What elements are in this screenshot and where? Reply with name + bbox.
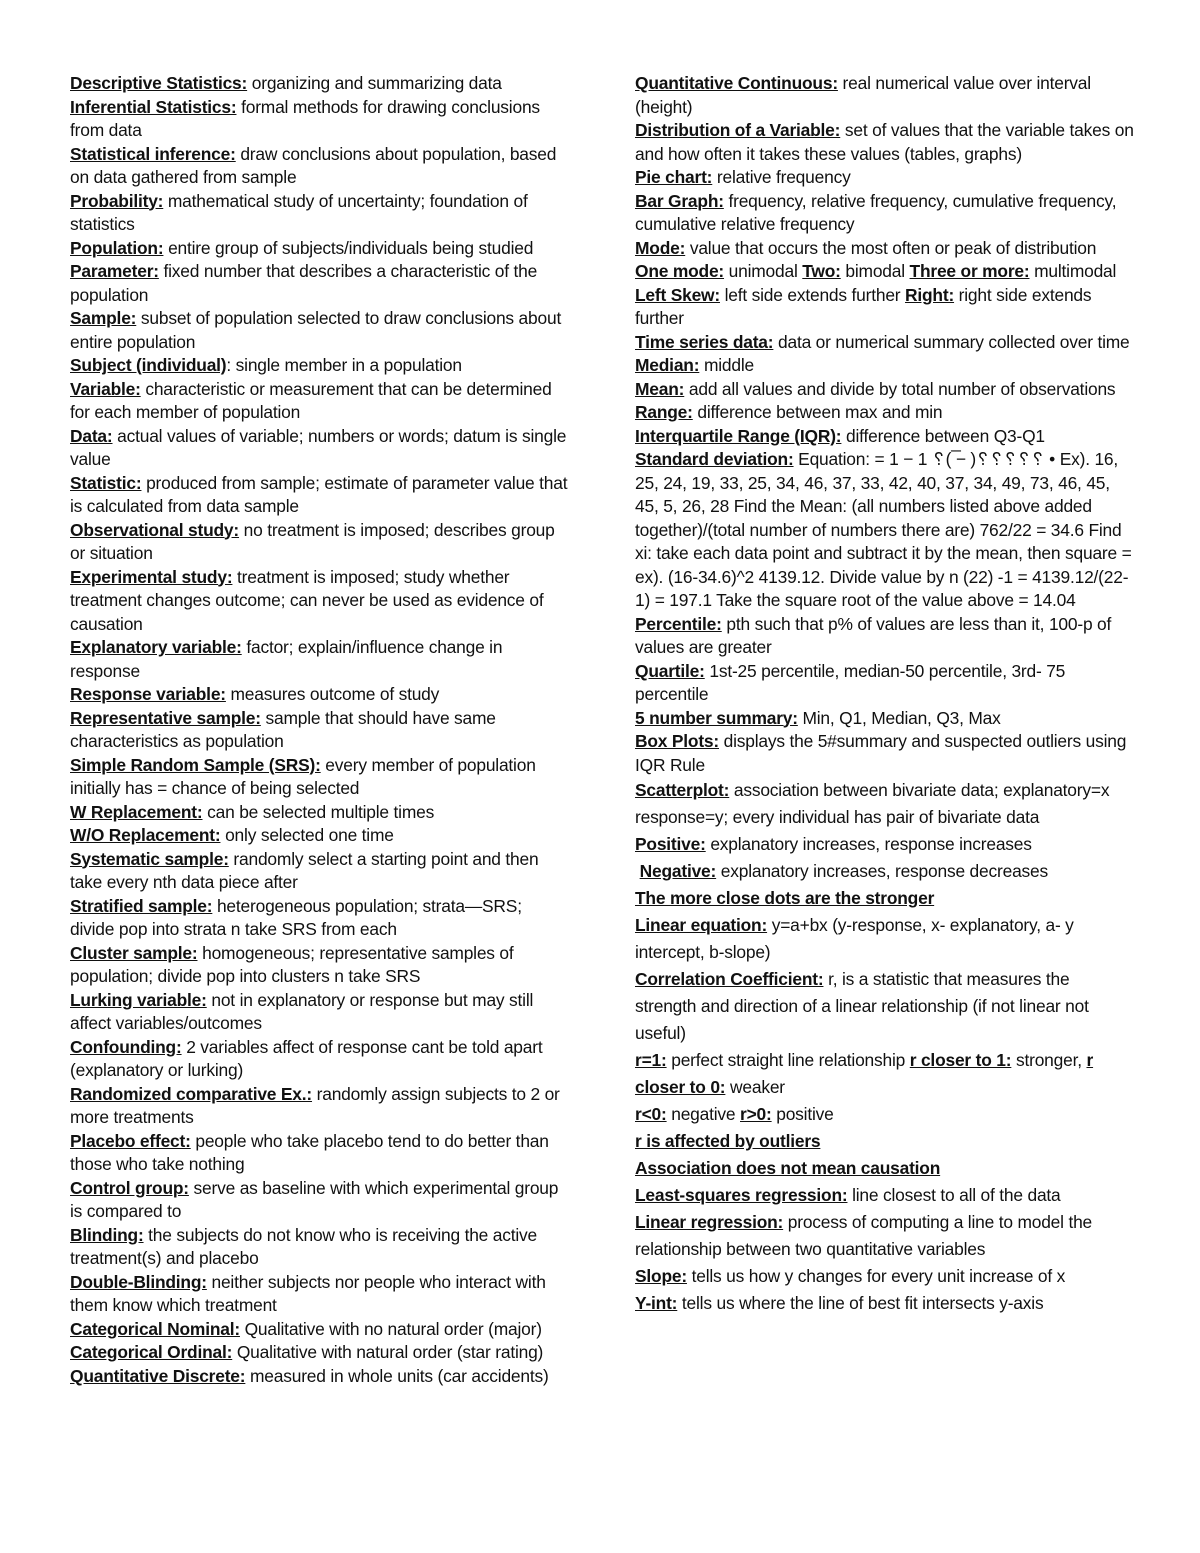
note-entry [70, 895, 570, 942]
definition: randomly select a starting point and then take every nth data piece after [70, 848, 539, 892]
term: Quantitative Discrete: [70, 1365, 246, 1386]
definition: the subjects do not know who is receiving the active treatment(s) and placebo [70, 1224, 538, 1268]
definition: set of values that the variable takes on and how often it takes these values (tables, graphs) [635, 120, 1134, 164]
term: Three or more: [909, 261, 1030, 281]
note-entry [70, 1365, 570, 1389]
note-entry [635, 72, 1135, 119]
term: Statistic: [70, 472, 142, 493]
note-entry [635, 1290, 1135, 1317]
term: r is affected by outliers [635, 1131, 821, 1151]
definition: subset of population selected to draw conclusions about entire population [70, 308, 562, 352]
definition: not in explanatory or response but may still affect variables/outcomes [70, 989, 534, 1033]
definition: tells us where the line of best fit intersects y-axis [677, 1293, 1044, 1313]
definition: right side extends further [635, 284, 1092, 328]
definition: pth such that p% of values are less than it, 100-p of values are greater [635, 613, 1112, 657]
term: The more close dots are the stronger [635, 888, 935, 908]
definition: Qualitative with natural order (star rating) [232, 1342, 544, 1362]
term: Positive: [635, 834, 706, 854]
term: r>0: [740, 1104, 772, 1124]
definition: mathematical study of uncertainty; foundation of statistics [70, 190, 528, 234]
definition: entire group of subjects/individuals being studied [163, 237, 534, 258]
definition: middle [699, 355, 754, 375]
definition: Equation: = 1 − 1 ␦( ̅− )␦␦␦␦␦ • Ex). 16, 25, 24, 19, 33, 25, 34, 46, 37, 33, 42, 40, 37, 34, 49, 73, 46, 45, 45, 5, 26, 28 Find the Mean: (all numbers listed above added together)/(total number of numbers there are) 762/22 = 34.6 Find xi: take each data point and subtract it by the mean, then square = ex). (16-34.6)^2 4139.12. Divide value by n (22) -1 = 4139.12/(22-1) = 197.1 Take the square root of the value above = 14.04 [635, 449, 1132, 610]
note-entry [70, 824, 570, 848]
note-entry [70, 942, 570, 989]
term: Probability: [70, 190, 164, 211]
definition: heterogeneous population; strata—SRS; divide pop into strata n take SRS from each [70, 895, 522, 939]
term: Pie chart: [635, 167, 713, 187]
term: Range: [635, 402, 693, 422]
definition: draw conclusions about population, based on data gathered from sample [70, 143, 557, 187]
term: Double-Blinding: [70, 1271, 207, 1292]
term: Data: [70, 425, 113, 446]
note-entry [70, 848, 570, 895]
definition: data or numerical summary collected over time [773, 331, 1130, 352]
note-entry [70, 1083, 570, 1130]
definition: factor; explain/influence change in response [70, 637, 503, 681]
definition: difference between Q3-Q1 [841, 425, 1045, 446]
definition: Min, Q1, Median, Q3, Max [797, 707, 1001, 728]
term: Time series data: [635, 331, 774, 352]
term: Variable: [70, 378, 141, 399]
definition: tells us how y changes for every unit increase of x [686, 1266, 1066, 1286]
note-entry [635, 1128, 1135, 1155]
note-entry [70, 425, 570, 472]
term: Correlation Coefficient: [635, 969, 824, 989]
term: Descriptive Statistics: [70, 73, 248, 93]
term: r closer to 1: [909, 1050, 1012, 1070]
definition: process of computing a line to model the relationship between two quantitative variables [635, 1212, 1093, 1259]
definition: measured in whole units (car accidents) [245, 1365, 549, 1386]
term: Quantitative Continuous: [635, 73, 838, 93]
definition: add all values and divide by total number of observations [684, 378, 1116, 399]
definition: bimodal [840, 261, 910, 281]
term: Mode: [635, 237, 686, 258]
term: Simple Random Sample (SRS): [70, 754, 321, 775]
note-entry [70, 1130, 570, 1177]
definition: negative [666, 1104, 741, 1124]
definition: real numerical value over interval (height) [635, 73, 1091, 117]
note-entry [70, 307, 570, 354]
definition: formal methods for drawing conclusions from data [70, 96, 540, 140]
definition: sample that should have same characteristics as population [70, 707, 496, 751]
term: W Replacement: [70, 801, 203, 822]
note-entry [70, 636, 570, 683]
term: Stratified sample: [70, 895, 213, 916]
definition: unimodal [724, 261, 803, 281]
term: Bar Graph: [635, 190, 724, 211]
definition: stronger, [1011, 1050, 1087, 1070]
definition: multimodal [1029, 261, 1117, 281]
term: Placebo effect: [70, 1130, 191, 1151]
note-entry [635, 190, 1135, 237]
note-entry [70, 1341, 570, 1365]
definition: actual values of variable; numbers or words; datum is single value [70, 425, 567, 469]
definition: can be selected multiple times [202, 801, 435, 822]
term: Median: [635, 355, 700, 375]
definition: positive [771, 1104, 834, 1124]
note-entry [635, 378, 1135, 402]
definition: 1st-25 percentile, median-50 percentile, 3rd- 75 percentile [635, 660, 1066, 704]
definition: r, is a statistic that measures the strength and direction of a linear relationship (if not linear not useful) [635, 969, 1089, 1043]
definition: serve as baseline with which experimental group is compared to [70, 1177, 559, 1221]
note-entry [635, 1182, 1135, 1209]
definition: left side extends further [719, 284, 906, 305]
note-entry [635, 1263, 1135, 1290]
term: Control group: [70, 1177, 189, 1198]
term: Y-int: [635, 1293, 678, 1313]
note-entry [635, 119, 1135, 166]
note-entry [70, 143, 570, 190]
definition: difference between max and min [692, 402, 943, 422]
definition: characteristic or measurement that can be determined for each member of population [70, 378, 552, 422]
term: Scatterplot: [635, 780, 730, 800]
term: r<0: [635, 1104, 667, 1124]
definition: relative frequency [712, 167, 851, 187]
note-entry [635, 354, 1135, 378]
term: Experimental study: [70, 566, 233, 587]
note-entry [70, 472, 570, 519]
definition: people who take placebo tend to do better than those who take nothing [70, 1130, 549, 1174]
note-entry [635, 401, 1135, 425]
term: Slope: [635, 1266, 687, 1286]
definition: homogeneous; representative samples of population; divide pop into clusters n take SRS [70, 942, 514, 986]
term: Interquartile Range (IQR): [635, 425, 842, 446]
term: r=1: [635, 1050, 667, 1070]
note-entry [635, 331, 1135, 355]
definition: y=a+bx (y-response, x- explanatory, a- y intercept, b-slope) [635, 915, 1074, 962]
note-entry [70, 801, 570, 825]
term: Cluster sample: [70, 942, 198, 963]
definition: frequency, relative frequency, cumulative frequency, cumulative relative frequency [635, 190, 1117, 234]
note-entry [635, 284, 1135, 331]
note-entry [635, 858, 1135, 885]
left-column [70, 72, 570, 1388]
note-entry [635, 1155, 1135, 1182]
note-entry [70, 354, 570, 378]
right-column [635, 72, 1135, 1317]
definition: value that occurs the most often or peak of distribution [685, 237, 1097, 258]
definition: neither subjects nor people who interact with them know which treatment [70, 1271, 546, 1315]
note-entry [70, 1318, 570, 1342]
definition: displays the 5#summary and suspected outliers using IQR Rule [635, 731, 1127, 775]
definition: perfect straight line relationship [666, 1050, 910, 1070]
term: Subject (individual) [70, 355, 227, 375]
term: Standard deviation: [635, 449, 794, 469]
definition: treatment is imposed; study whether treatment changes outcome; can never be used as evidence of causation [70, 566, 544, 634]
note-entry [70, 237, 570, 261]
note-entry [70, 519, 570, 566]
term: Sample: [70, 308, 137, 328]
note-entry [70, 190, 570, 237]
definition: weaker [725, 1077, 785, 1097]
definition: every member of population initially has = chance of being selected [70, 754, 536, 798]
term: Categorical Ordinal: [70, 1342, 233, 1362]
term: Systematic sample: [70, 848, 229, 869]
term: Mean: [635, 378, 685, 399]
note-entry [70, 72, 570, 96]
definition: 2 variables affect of response cant be told apart (explanatory or lurking) [70, 1036, 543, 1080]
term: Blinding: [70, 1224, 144, 1245]
term: Association does not mean causation [635, 1158, 941, 1178]
term: Percentile: [635, 613, 722, 634]
term: Least-squares regression: [635, 1185, 848, 1205]
note-entry [635, 730, 1135, 777]
term: Population: [70, 237, 164, 258]
note-entry [70, 683, 570, 707]
note-entry [635, 912, 1135, 966]
term: Linear equation: [635, 915, 768, 935]
term: Observational study: [70, 519, 239, 540]
note-entry [635, 166, 1135, 190]
term: Negative: [639, 861, 717, 881]
term: Distribution of a Variable: [635, 120, 841, 140]
note-entry [70, 96, 570, 143]
note-entry [70, 1036, 570, 1083]
definition: line closest to all of the data [847, 1185, 1061, 1205]
definition: : single member in a population [226, 355, 462, 375]
term: Linear regression: [635, 1212, 784, 1232]
term: Randomized comparative Ex.: [70, 1083, 313, 1104]
note-entry [70, 707, 570, 754]
note-entry [635, 707, 1135, 731]
definition: measures outcome of study [225, 684, 440, 704]
term: Left Skew: [635, 284, 720, 305]
definition: produced from sample; estimate of parameter value that is calculated from data sample [70, 472, 568, 516]
note-entry [635, 1209, 1135, 1263]
term: Lurking variable: [70, 989, 207, 1010]
definition: organizing and summarizing data [247, 73, 502, 93]
definition: Qualitative with no natural order (major) [239, 1318, 542, 1339]
note-entry [635, 448, 1135, 613]
term: Two: [802, 261, 841, 281]
definition: association between bivariate data; explanatory=x response=y; every individual has pair of bivariate data [635, 780, 1110, 827]
note-entry [635, 966, 1135, 1047]
note-entry [70, 1177, 570, 1224]
definition: fixed number that describes a characteristic of the population [70, 261, 538, 305]
note-entry [70, 260, 570, 307]
term: r closer to 0: [635, 1050, 1094, 1097]
note-entry [635, 831, 1135, 858]
definition: no treatment is imposed; describes group or situation [70, 519, 555, 563]
term: 5 number summary: [635, 707, 798, 728]
term: Categorical Nominal: [70, 1318, 240, 1339]
note-entry [635, 885, 1135, 912]
note-entry [635, 613, 1135, 660]
definition: explanatory increases, response increases [705, 834, 1032, 854]
note-entry [635, 660, 1135, 707]
term: Explanatory variable: [70, 637, 242, 657]
note-entry [70, 1271, 570, 1318]
term: Representative sample: [70, 707, 261, 728]
note-entry [635, 237, 1135, 261]
term: Quartile: [635, 660, 705, 681]
note-entry [635, 425, 1135, 449]
term: Statistical inference: [70, 143, 236, 164]
term: Confounding: [70, 1036, 182, 1057]
term: One mode: [635, 261, 725, 281]
note-entry [70, 566, 570, 637]
note-entry [70, 754, 570, 801]
term: W/O Replacement: [70, 825, 221, 845]
definition: only selected one time [220, 825, 394, 845]
note-entry [70, 1224, 570, 1271]
note-entry [635, 1047, 1135, 1101]
term: Parameter: [70, 261, 159, 281]
term: Inferential Statistics: [70, 96, 237, 117]
term: Right: [905, 284, 955, 305]
note-entry [70, 989, 570, 1036]
term: Box Plots: [635, 731, 719, 751]
term: Response variable: [70, 684, 226, 704]
note-entry [635, 260, 1135, 284]
definition: randomly assign subjects to 2 or more treatments [70, 1083, 560, 1127]
note-entry [635, 777, 1135, 831]
note-entry [70, 378, 570, 425]
definition: explanatory increases, response decreases [716, 861, 1048, 881]
note-entry [635, 1101, 1135, 1128]
